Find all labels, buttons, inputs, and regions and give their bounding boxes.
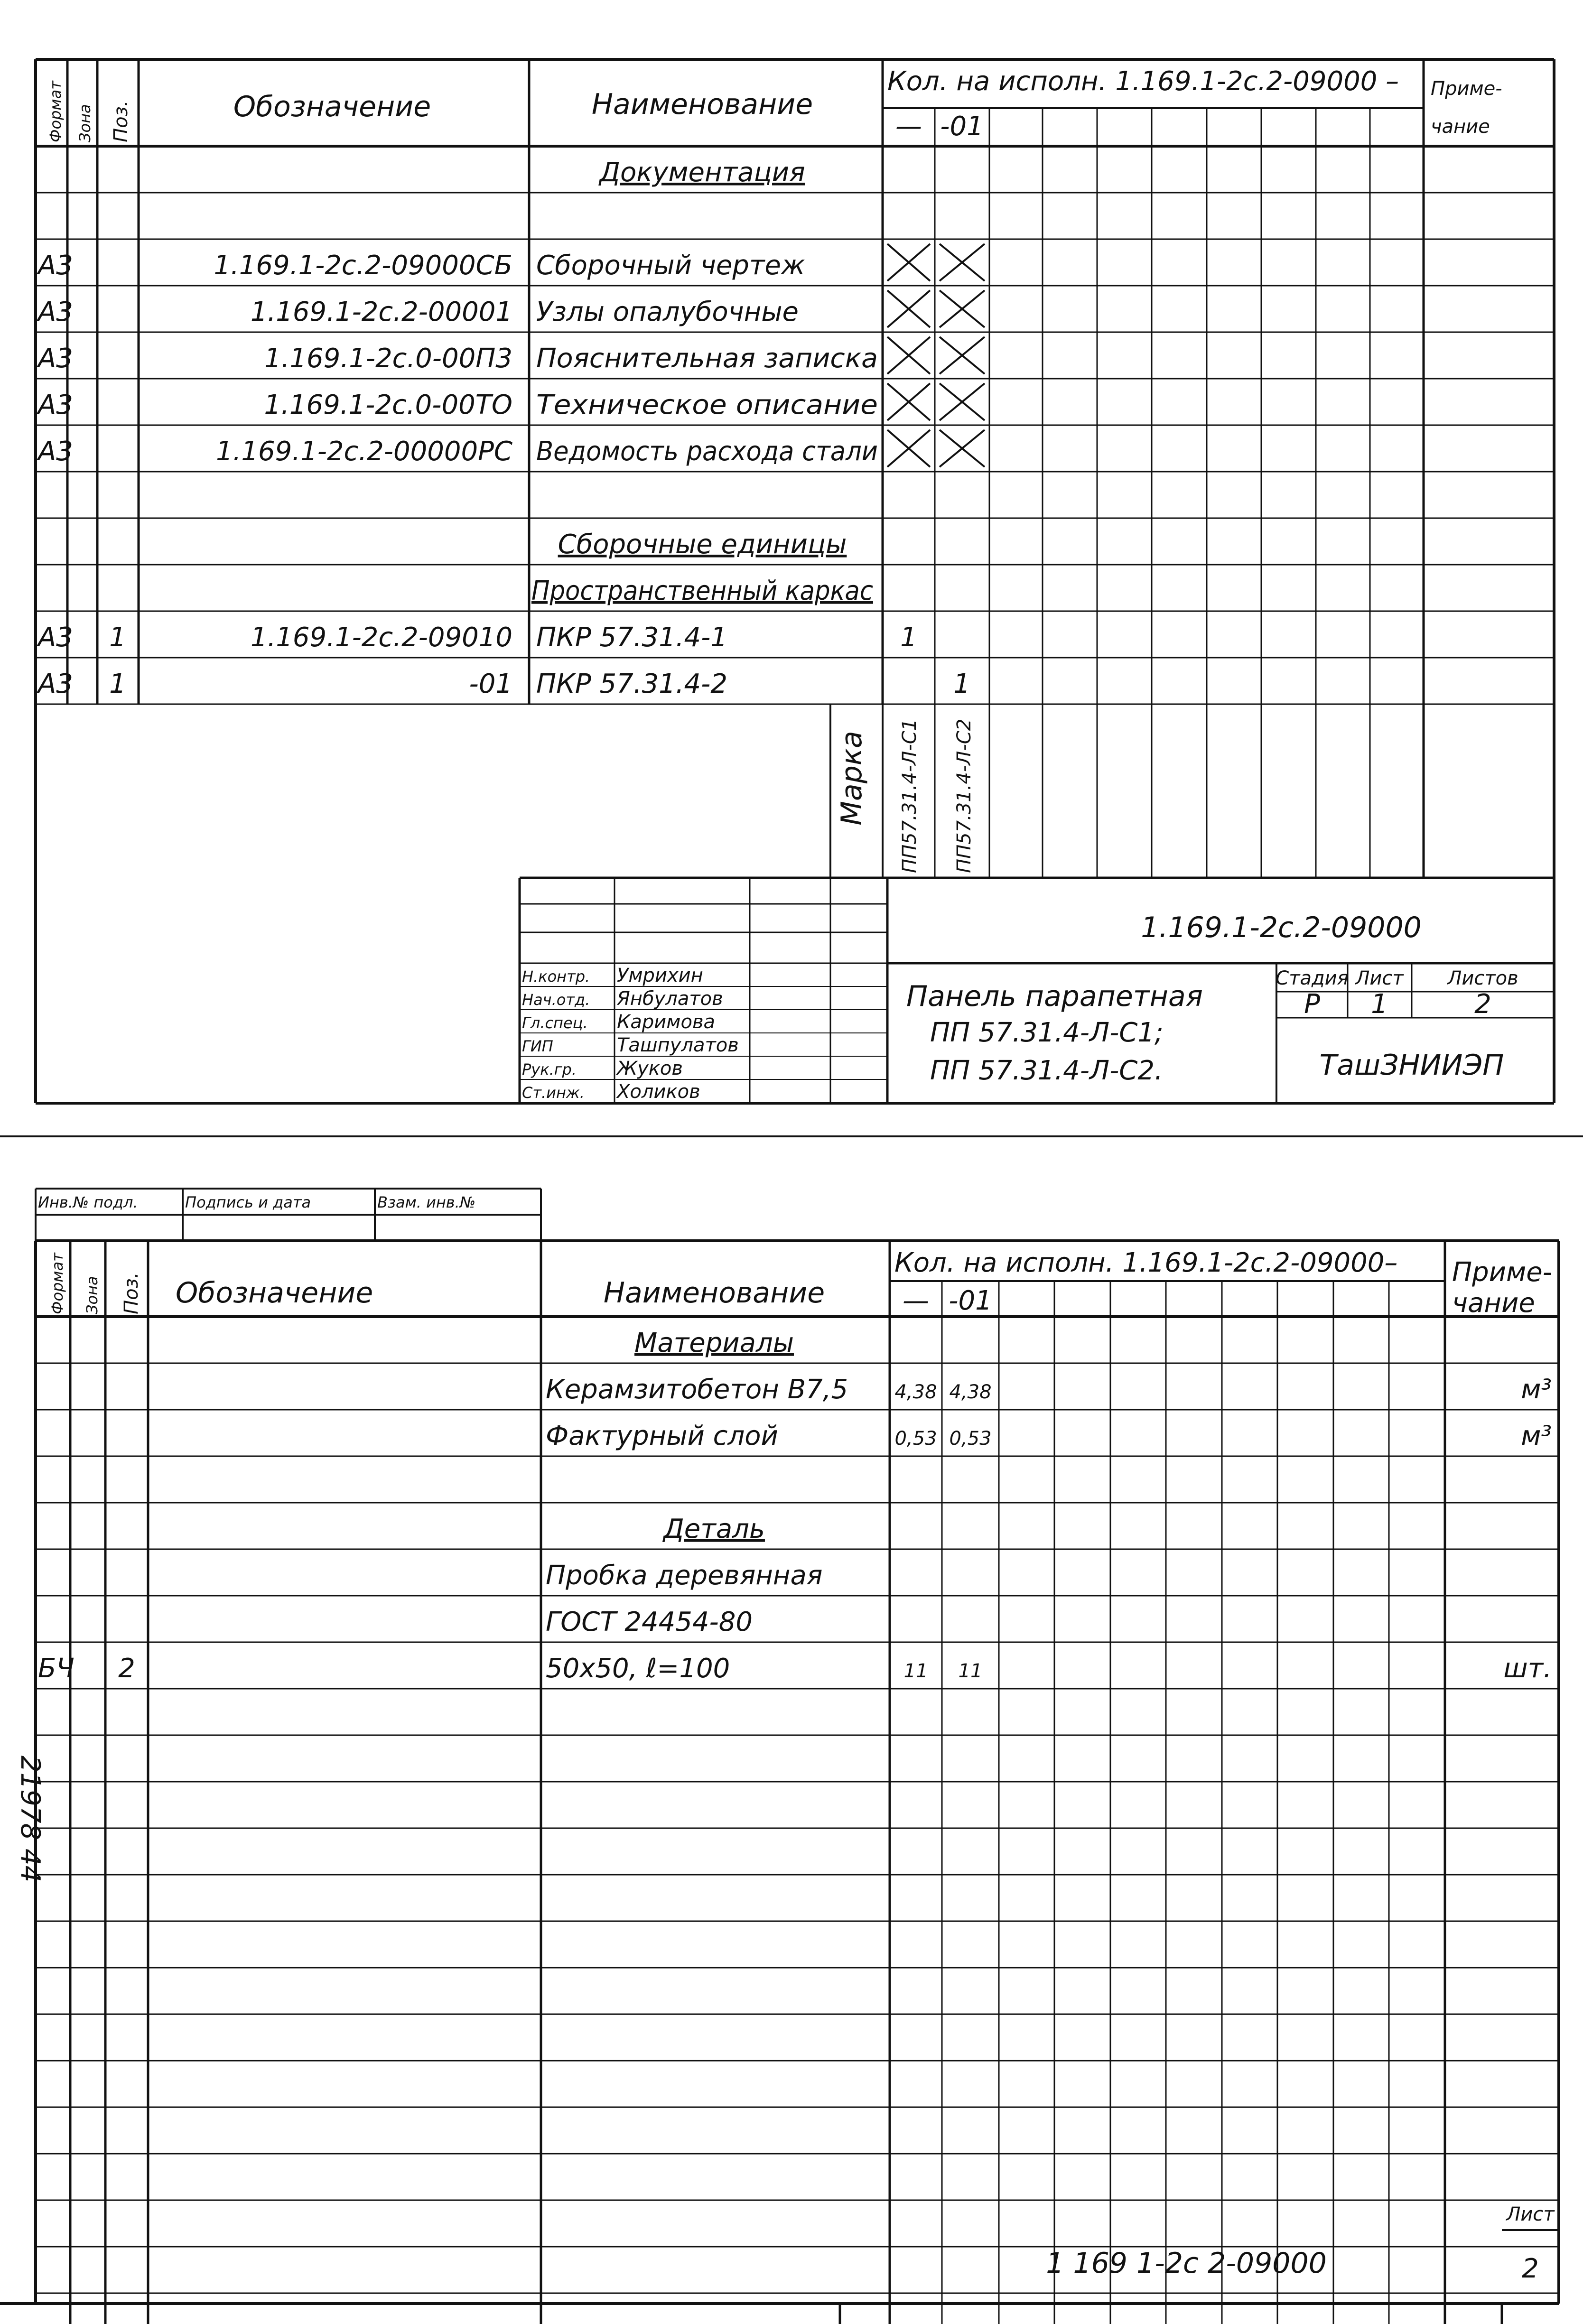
row-format: А3 bbox=[38, 436, 73, 467]
stamp-inv: Инв.№ подл. bbox=[38, 1193, 138, 1211]
row-qty-1: 1 bbox=[953, 669, 970, 699]
bottom-doc-code: 1 169 1-2с 2-09000 bbox=[1046, 2247, 1327, 2280]
row-designation: 1.169.1-2с.0-00ТО bbox=[264, 390, 512, 420]
row-name: Ведомость расхода стали bbox=[536, 436, 878, 467]
header-qty-title: Кол. на исполн. 1.169.1-2с.2-09000– bbox=[894, 1247, 1398, 1278]
stamp-replace: Взам. инв.№ bbox=[377, 1193, 476, 1211]
title-line-2: ПП 57.31.4-Л-С1; bbox=[930, 1017, 1164, 1048]
row-note: шт. bbox=[1503, 1653, 1552, 1684]
sheets-value: 2 bbox=[1474, 989, 1491, 1020]
stage-label: Стадия bbox=[1276, 967, 1349, 989]
row-name: Фактурный слой bbox=[546, 1421, 778, 1451]
row-name: Сборочный чертеж bbox=[536, 250, 805, 281]
header-note-1: Приме- bbox=[1431, 78, 1502, 100]
row-note: м³ bbox=[1521, 1421, 1552, 1451]
header-qty-title: Кол. на исполн. 1.169.1-2с.2-09000 – bbox=[887, 66, 1399, 97]
signature-role: Нач.отд. bbox=[522, 991, 590, 1009]
row-name: Деталь bbox=[663, 1514, 765, 1544]
row-name: Керамзитобетон В7,5 bbox=[546, 1374, 848, 1405]
stamp-sign-date: Подпись и дата bbox=[185, 1193, 311, 1211]
signature-name: Жуков bbox=[617, 1058, 683, 1079]
row-name: Пространственный каркас bbox=[531, 576, 874, 606]
header-pos: Поз. bbox=[110, 100, 132, 142]
header-format: Формат bbox=[48, 1253, 66, 1314]
header-zone: Зона bbox=[76, 104, 94, 142]
row-name: Пробка деревянная bbox=[546, 1560, 823, 1591]
row-qty-1: 4,38 bbox=[949, 1381, 992, 1403]
header-designation: Обозначение bbox=[233, 90, 431, 123]
marka-1: ПП57.31.4-Л-С1 bbox=[899, 718, 921, 873]
signature-name: Умрихин bbox=[617, 965, 703, 986]
marka-label: Марка bbox=[835, 731, 868, 826]
row-qty-0: 1 bbox=[900, 622, 917, 653]
signature-name: Ташпулатов bbox=[617, 1034, 739, 1056]
row-qty-1: 11 bbox=[958, 1660, 983, 1682]
signature-name: Каримова bbox=[617, 1011, 716, 1033]
header-exec-1: -01 bbox=[940, 111, 984, 142]
header-note-1: Приме- bbox=[1452, 1257, 1552, 1288]
row-name: Материалы bbox=[634, 1328, 794, 1358]
signature-name: Янбулатов bbox=[617, 988, 723, 1010]
sheet-1 bbox=[0, 59, 1583, 1136]
row-name: ГОСТ 24454-80 bbox=[546, 1607, 753, 1637]
row-qty-1: 0,53 bbox=[949, 1428, 992, 1450]
row-name: Сборочные единицы bbox=[558, 529, 847, 560]
row-format: А3 bbox=[38, 250, 73, 281]
header-exec-0: — bbox=[903, 1285, 929, 1316]
row-qty-0: 4,38 bbox=[894, 1381, 937, 1403]
signature-role: Ст.инж. bbox=[522, 1084, 585, 1102]
row-name: 50х50, ℓ=100 bbox=[546, 1653, 730, 1684]
bottom-sheet-value: 2 bbox=[1522, 2253, 1539, 2284]
header-exec-0: — bbox=[895, 111, 922, 142]
row-name: Документация bbox=[599, 157, 805, 188]
row-designation: 1.169.1-2с.2-09000СБ bbox=[214, 250, 512, 281]
signature-role: Гл.спец. bbox=[522, 1014, 588, 1032]
row-note: м³ bbox=[1521, 1374, 1552, 1405]
row-position: 1 bbox=[109, 669, 126, 699]
header-note-2: чание bbox=[1431, 116, 1490, 138]
header-designation: Обозначение bbox=[176, 1276, 373, 1310]
sheets-label: Листов bbox=[1447, 967, 1518, 989]
signature-role: Рук.гр. bbox=[522, 1060, 577, 1078]
row-name: ПКР 57.31.4-2 bbox=[536, 669, 728, 699]
row-format: А3 bbox=[38, 669, 73, 699]
title-line-3: ПП 57.31.4-Л-С2. bbox=[930, 1055, 1163, 1086]
row-designation: -01 bbox=[469, 669, 512, 699]
bottom-sheet-label: Лист bbox=[1506, 2203, 1555, 2225]
header-pos: Поз. bbox=[121, 1272, 142, 1314]
header-zone: Зона bbox=[83, 1276, 101, 1314]
marka-2: ПП57.31.4-Л-С2 bbox=[953, 718, 975, 873]
row-name: Узлы опалубочные bbox=[536, 297, 799, 327]
row-format: А3 bbox=[38, 297, 73, 327]
side-code: 21978 44 bbox=[15, 1756, 46, 1883]
row-name: Техническое описание bbox=[536, 390, 878, 420]
row-position: 2 bbox=[118, 1653, 135, 1684]
row-designation: 1.169.1-2с.2-00000РС bbox=[215, 436, 512, 467]
row-name: ПКР 57.31.4-1 bbox=[536, 622, 728, 653]
sheet-value: 1 bbox=[1371, 989, 1388, 1020]
row-format: А3 bbox=[38, 390, 73, 420]
header-note-2: чание bbox=[1452, 1288, 1535, 1319]
row-format: А3 bbox=[38, 343, 73, 374]
signature-name: Холиков bbox=[617, 1081, 700, 1103]
sheet-2 bbox=[0, 1189, 1559, 2324]
row-designation: 1.169.1-2с.0-00П3 bbox=[264, 343, 512, 374]
header-format: Формат bbox=[47, 81, 65, 142]
row-qty-0: 0,53 bbox=[894, 1428, 937, 1450]
header-name: Наименование bbox=[603, 1276, 825, 1310]
stage-value: Р bbox=[1304, 989, 1320, 1020]
header-exec-1: -01 bbox=[949, 1285, 992, 1316]
sheet-label: Лист bbox=[1355, 967, 1404, 989]
row-designation: 1.169.1-2с.2-00001 bbox=[250, 297, 512, 327]
signature-role: Н.контр. bbox=[522, 967, 590, 985]
row-name: Пояснительная записка bbox=[536, 343, 878, 374]
header-name: Наименование bbox=[591, 88, 813, 121]
signature-role: ГИП bbox=[522, 1037, 553, 1055]
title-line-1: Панель парапетная bbox=[906, 980, 1203, 1013]
organization: ТашЗНИИЭП bbox=[1319, 1049, 1504, 1082]
row-format: А3 bbox=[38, 622, 73, 653]
title-doc-code: 1.169.1-2с.2-09000 bbox=[1141, 911, 1422, 944]
row-qty-0: 11 bbox=[903, 1660, 928, 1682]
row-designation: 1.169.1-2с.2-09010 bbox=[250, 622, 512, 653]
row-format: БЧ bbox=[38, 1653, 74, 1684]
row-position: 1 bbox=[109, 622, 126, 653]
